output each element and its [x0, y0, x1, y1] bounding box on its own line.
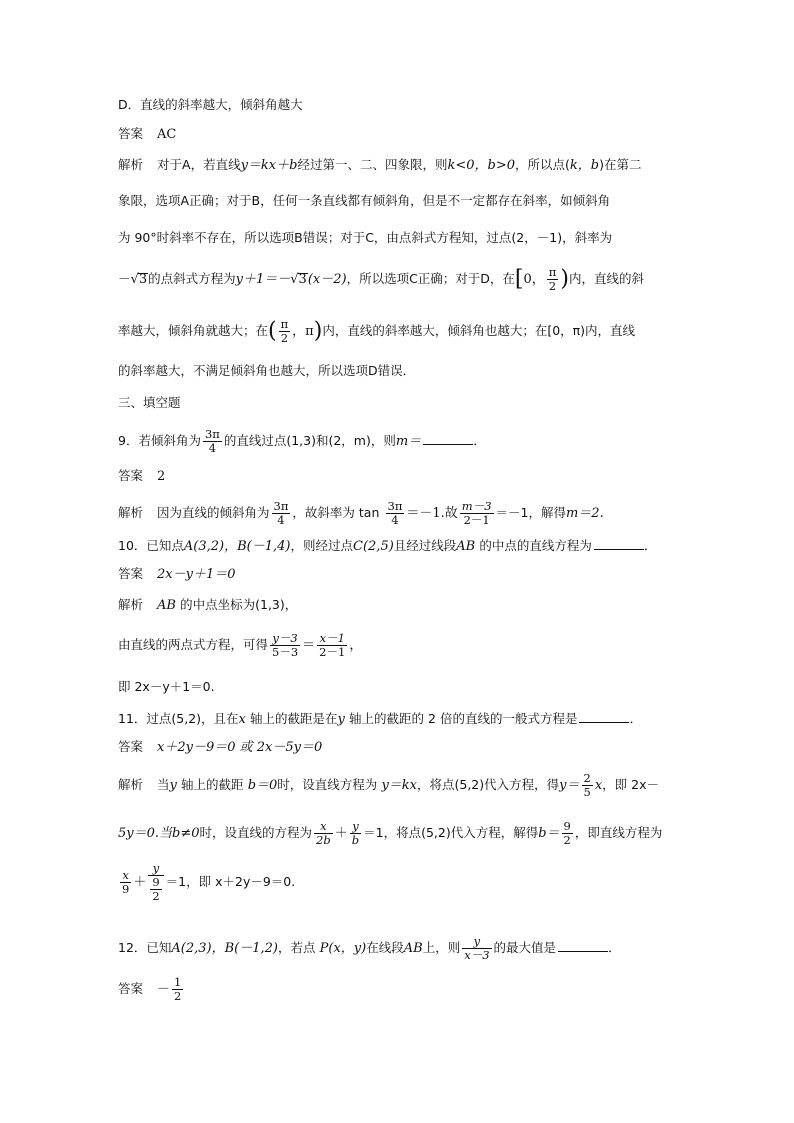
q12-answer-row: 答案 － $\frac{1}{2}$ — [118, 975, 182, 1003]
q12-question: 12．已知A(2,3)，B(－1,2)，若点 P(x，y)在线段AB上，则 $\frac{y}{x-3}$ 的最大值是 ． — [118, 934, 622, 962]
q10-solution-line-1: 解析 AB 的中点坐标为(1,3)， — [118, 597, 298, 613]
option-d — [118, 96, 303, 114]
q11-solution-line-3: $\frac{x}{9}$ ＋ $\frac{y}{\frac{9}{2}}$ ＝1，即 x＋2y－9＝0. — [122, 861, 296, 903]
q10-answer: 2x－y＋1＝0 — [157, 567, 236, 582]
q10-answer-row: 答案 2x－y＋1＝0 — [118, 566, 236, 582]
q8-answer: AC — [157, 127, 177, 142]
solution-label: 解析 — [118, 157, 144, 172]
q8-solution-line-4: －√3的点斜式方程为y＋1＝－√3(x－2)，所以选项C正确；对于D，在[0， $\frac{\pi}{2}$ )内，直线的斜 — [118, 265, 644, 293]
q12-answer: $\frac{1}{2}$ — [174, 975, 182, 1003]
q8-answer-row — [118, 125, 176, 144]
q11-solution-line-1: 解析 当y 轴上的截距 b＝0时，设直线方程为 y＝kx，将点(5,2)代入方程，得y＝ $\frac{2}{5}$ x，即 2x－ — [118, 771, 659, 799]
q9-question: 9．若倾斜角为 $\frac{3\pi}{4}$ 的直线过点(1,3)和(2，m)，则m＝ ． — [118, 427, 487, 455]
answer-blank — [594, 537, 644, 550]
answer-blank — [579, 710, 629, 723]
answer-label: 答案 — [118, 126, 144, 141]
section-heading: 三、填空题 — [118, 395, 181, 410]
q8-solution-line-5: 率越大，倾斜角就越大；在( $\frac{\pi}{2}$ ，π)内，直线的斜率越大，倾斜角也越大；在[0，π)内，直线 — [118, 317, 636, 345]
q8-solution-line-2: 象限，选项A正确；对于B，任何一条直线都有倾斜角，但是不一定都存在斜率，如倾斜角 — [118, 193, 611, 208]
q8-solution-line-1: 解析 对于A，若直线y＝kx＋b经过第一、二、四象限，则k<0，b>0，所以点(k，b)在第二 — [118, 157, 642, 173]
q10-question: 10．已知点A(3,2)，B(－1,4)，则经过点C(2,5)且经过线段AB 的中点的直线方程为 ． — [118, 538, 657, 554]
q11-answer-row: 答案 x＋2y－9＝0 或 2x－5y＝0 — [118, 739, 323, 755]
q8-solution-line-6: 的斜率越大，不满足倾斜角也越大，所以选项D错误． — [118, 363, 416, 378]
q11-question: 11．过点(5,2)，且在x 轴上的截距是在y 轴上的截距的 2 倍的直线的一般式方程是 ． — [118, 711, 643, 727]
q9-answer-row: 答案 2 — [118, 468, 166, 484]
answer-blank — [423, 432, 473, 445]
q9-solution: 解析 因为直线的倾斜角为 $\frac{3\pi}{4}$ ，故斜率为 tan $\frac{3\pi}{4}$ ＝－1.故 $\frac{m-3}{2-1}$ ＝－1，解得m＝2. — [118, 499, 604, 527]
q10-solution-line-3: 即 2x－y＋1＝0. — [118, 679, 215, 694]
q9-answer: 2 — [157, 469, 166, 484]
q10-solution-line-2: 由直线的两点式方程，可得 $\frac{y-3}{5-3}$ ＝ $\frac{x-1}{2-1}$ ， — [118, 631, 363, 659]
fraction-pi-over-2: $\frac{\pi}{2}$ — [280, 317, 289, 345]
q11-answer: x＋2y－9＝0 或 2x－5y＝0 — [157, 740, 323, 755]
q8-solution-line-3: 为 90°时斜率不存在，所以选项B错误；对于C，由点斜式方程知，过点(2，－1)，斜率为 — [118, 230, 613, 245]
q11-solution-line-2: 5y＝0.当b≠0时，设直线的方程为 $\frac{x}{2b}$ ＋ $\frac{y}{b}$ ＝1，将点(5,2)代入方程，解得b＝ $\frac{9}{2}$ ，即直线方程为 — [118, 819, 663, 847]
option-d-text: D．直线的斜率越大，倾斜角越大 — [118, 97, 303, 112]
fraction-pi-over-2: $\frac{\pi}{2}$ — [548, 265, 557, 293]
answer-blank — [558, 939, 608, 952]
